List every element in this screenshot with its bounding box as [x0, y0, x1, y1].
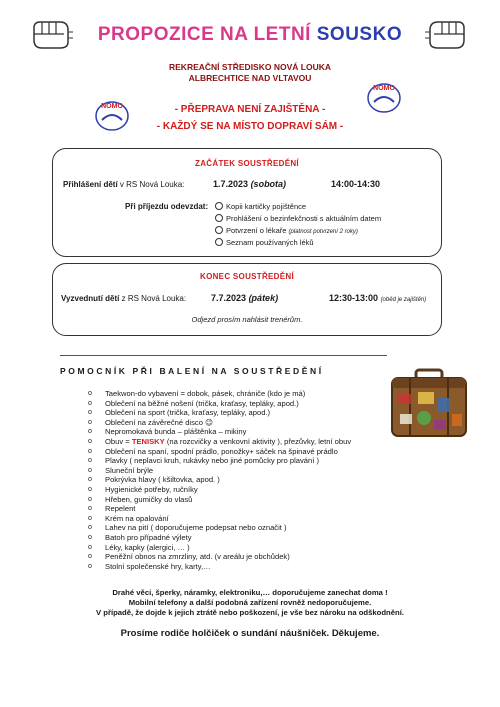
bullet-icon: o — [88, 418, 92, 426]
item-text: Nepromokavá bunda – pláštěnka – mikiny — [105, 427, 247, 437]
bullet-icon: o — [88, 553, 92, 561]
item-text: Sluneční brýle — [105, 465, 154, 475]
list-item — [88, 495, 351, 505]
list-item — [88, 523, 351, 533]
list-item — [88, 399, 351, 409]
phones-note: Mobilní telefony a další podobná zařízení rovněž nedoporučujeme. — [128, 598, 372, 607]
item-text: Taekwon-do vybavení = dobok, pásek, chrániče (kdo je má) — [105, 389, 306, 398]
bullet-icon: o — [88, 399, 92, 407]
item-text-prefix: Obuv = — [105, 436, 132, 446]
bullet-icon: o — [88, 533, 92, 541]
item-text: Hygienické potřeby, ručníky — [105, 484, 198, 494]
fist-icon — [30, 18, 74, 52]
list-item — [88, 456, 351, 466]
list-item — [88, 504, 351, 514]
end-heading: KONEC SOUSTŘEDĚNÍ — [200, 272, 294, 281]
start-date-value: 1.7.2023 — [213, 179, 249, 189]
item-text: Oblečení na běžné nošení (trička, kraťasy, tepláky, apod.) — [105, 398, 299, 408]
divider — [60, 355, 387, 356]
suitcase-icon — [388, 368, 470, 440]
start-time: 14:00-14:30 — [331, 179, 381, 189]
logo-text: NOMO — [373, 85, 395, 92]
end-time — [329, 293, 426, 303]
item-text: Oblečení na spaní, spodní prádlo, ponožky+ sáček na špinavé prádlo — [105, 446, 338, 456]
logo-text: NOMO — [101, 103, 123, 110]
checkin-label-bold: Přihlášení dětí — [63, 180, 118, 189]
bullet-icon: o — [88, 390, 92, 397]
item-text: Oblečení na závěrečné disco 😉 — [105, 417, 213, 427]
item-text: Batoh pro případné výlety — [105, 532, 192, 542]
end-section — [52, 263, 442, 336]
end-date — [211, 293, 278, 303]
liability-note: V případě, že dojde k jejich ztrátě nebo poškození, je vše bez nároku na odškodnění. — [96, 608, 404, 617]
bullet-icon: o — [88, 505, 92, 513]
list-item — [88, 389, 351, 399]
option-text: Potvrzení o lékaře — [226, 226, 287, 235]
bullet-icon: o — [88, 457, 92, 465]
list-item — [88, 437, 351, 447]
org-line-2: ALBRECHTICE NAD VLTAVOU — [188, 73, 312, 83]
transport-notice-2: - KAŽDÝ SE NA MÍSTO DOPRAVÍ SÁM - — [156, 121, 344, 132]
bullet-icon: o — [88, 437, 92, 445]
list-item — [88, 447, 351, 457]
end-time-note: (oběd je zajištěn) — [380, 297, 427, 303]
start-date — [213, 179, 286, 189]
bullet-icon: o — [88, 466, 92, 474]
radio-icon[interactable] — [215, 202, 223, 210]
item-text: Peněžní obnos na zmrzliny, atd. (v areálu je obchůdek) — [105, 552, 290, 562]
radio-icon[interactable] — [215, 226, 223, 234]
list-item — [88, 408, 351, 418]
option-text: Prohlášení o bezinfekčnosti s aktuálním datem — [226, 214, 382, 223]
option-medication-list[interactable] — [215, 238, 314, 247]
valuables-note: Drahé věci, šperky, náramky, elektroniku,… doporučujeme zanechat doma ! — [112, 588, 388, 597]
transport-notice-1: - PŘEPRAVA NENÍ ZAJIŠTĚNA - — [174, 104, 326, 115]
end-day: (pátek) — [248, 293, 279, 303]
title-part-a: PROPOZICE NA LETNÍ — [97, 24, 311, 45]
bullet-icon: o — [88, 514, 92, 522]
fist-icon — [424, 18, 468, 52]
page-title — [80, 24, 420, 54]
radio-icon[interactable] — [215, 214, 223, 222]
item-text: Léky, kapky (alergici, … ) — [105, 542, 190, 552]
option-insurance[interactable] — [215, 202, 306, 211]
item-text: Stolní společenské hry, karty,… — [105, 561, 211, 571]
item-text: Plavky ( neplavci kruh, rukávky nebo jiné pomůcky pro plavání ) — [105, 456, 319, 466]
start-heading: ZAČÁTEK SOUSTŘEDĚNÍ — [195, 159, 299, 168]
option-note: (platnost potvrzení 2 roky) — [288, 229, 358, 235]
list-item — [88, 466, 351, 476]
packing-heading: POMOCNÍK PŘI BALENÍ NA SOUSTŘEDĚNÍ — [60, 366, 324, 376]
bullet-icon: o — [88, 428, 92, 436]
earrings-note: Prosíme rodiče holčiček o sundání náušniček. Děkujeme. — [120, 628, 380, 639]
item-text: Hřeben, gumičky do vlasů — [105, 494, 193, 504]
item-text: Pokrývka hlavy ( kšiltovka, apod. ) — [105, 475, 220, 485]
departure-notice: Odjezd prosím nahlásit trenérům. — [191, 315, 303, 324]
end-date-value: 7.7.2023 — [211, 293, 247, 303]
list-item — [88, 543, 351, 553]
option-text: Kopii kartičky pojištěnce — [226, 202, 307, 211]
bullet-icon: o — [88, 562, 92, 570]
list-item — [88, 418, 351, 428]
bullet-icon: o — [88, 524, 92, 532]
checkin-label — [63, 180, 184, 189]
item-text: Repelent — [105, 504, 136, 514]
pickup-label-bold: Vyzvednutí dětí — [61, 294, 120, 303]
list-item — [88, 562, 351, 572]
org-line-1: REKREAČNÍ STŘEDISKO NOVÁ LOUKA — [169, 62, 331, 72]
title-part-b: SOUSKO — [316, 24, 403, 45]
checkin-label-rest: v RS Nová Louka: — [117, 180, 185, 189]
pickup-label — [61, 294, 186, 303]
bullet-icon: o — [88, 543, 92, 551]
packing-list — [88, 389, 351, 571]
bullet-icon: o — [88, 476, 92, 484]
option-medical-certificate[interactable] — [215, 226, 358, 235]
list-item — [88, 533, 351, 543]
list-item — [88, 514, 351, 524]
bullet-icon: o — [88, 485, 92, 493]
item-text: Krém na opalování — [105, 513, 169, 523]
list-item — [88, 475, 351, 485]
handover-label: Při příjezdu odevzdat: — [125, 202, 209, 211]
list-item — [88, 485, 351, 495]
list-item — [88, 552, 351, 562]
pickup-label-rest: z RS Nová Louka: — [119, 294, 187, 303]
start-section — [52, 148, 442, 257]
item-text-suffix: (na rozcvičky a venkovní aktivity ), přezůvky, letní obuv — [164, 436, 352, 446]
bullet-icon: o — [88, 409, 92, 417]
start-day: (sobota) — [250, 179, 287, 189]
tenisky-highlight: TENISKY — [131, 436, 165, 446]
bullet-icon: o — [88, 447, 92, 455]
option-declaration[interactable] — [215, 214, 381, 223]
radio-icon[interactable] — [215, 238, 223, 246]
item-text: Oblečení na sport (trička, kraťasy, tepláky, apod.) — [105, 408, 271, 418]
item-text: Lahev na pití ( doporučujeme podepsat nebo označit ) — [105, 523, 287, 533]
bullet-icon: o — [88, 495, 92, 503]
end-time-value: 12:30-13:00 — [329, 293, 379, 303]
list-item — [88, 427, 351, 437]
option-text: Seznam používaných léků — [226, 238, 314, 247]
